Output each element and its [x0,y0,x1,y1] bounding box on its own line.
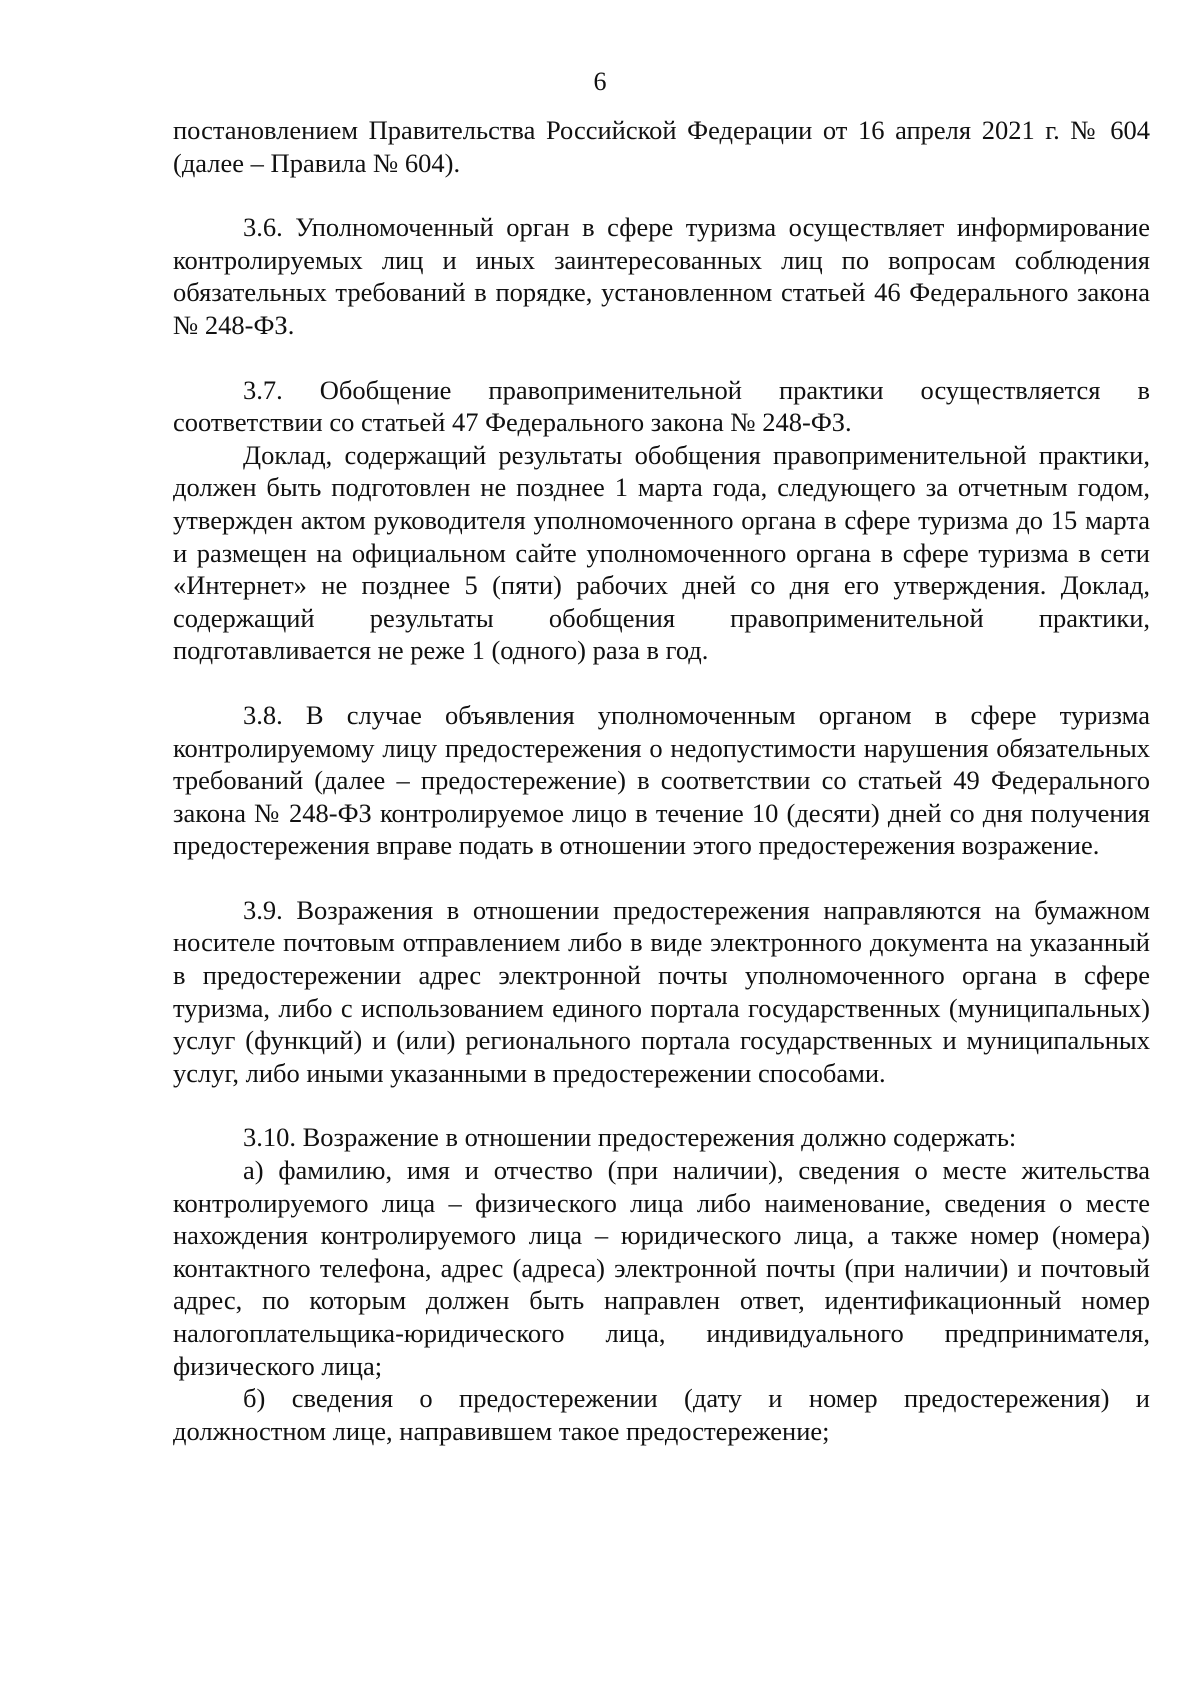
paragraph-3-8: 3.8. В случае объявления уполномоченным органом в сфере туризма контролируемому лицу предостережения о недопустимости нарушения обязательных требований (далее – предостережение) в соответствии со статьей 49 Федерального закона № 248-ФЗ контролируемое лицо в течение 10 (десяти) дней со дня получения предостережения вправе подать в отношении этого предостережения возражение. [173,699,1150,861]
paragraph-3-10-b: б) сведения о предостережении (дату и номер предостережения) и должностном лице, направившем такое предостережение; [173,1383,1150,1446]
paragraph-3-7: 3.7. Обобщение правоприменительной практики осуществляется в соответствии со статьей 47 Федерального закона № 248-ФЗ. [173,374,1150,438]
paragraph-3-10: 3.10. Возражение в отношении предостережения должно содержать: [243,1122,1017,1153]
paragraph-continuation: постановлением Правительства Российской Федерации от 16 апреля 2021 г. № 604 (далее – Правила № 604). [173,115,1150,178]
paragraph-3-6: 3.6. Уполномоченный орган в сфере туризма осуществляет информирование контролируемых лиц и иных заинтересованных лиц по вопросам соблюдения обязательных требований в порядке, установленном статьей 46 Федерального закона № 248-ФЗ. [173,212,1150,340]
paragraph-3-9: 3.9. Возражения в отношении предостережения направляются на бумажном носителе почтовым отправлением либо в виде электронного документа на указанный в предостережении адрес электронной почты уполномоченного органа в сфере туризма, либо с использованием единого портала государственных (муниципальных) услуг (функций) и (или) регионального портала государственных и муниципальных услуг, либо иными указанными в предостережении способами. [173,894,1150,1088]
paragraph-3-10-a: а) фамилию, имя и отчество (при наличии), сведения о месте жительства контролируемого лица – физического лица либо наименование, сведения о месте нахождения контролируемого лица – юридического лица, а также номер (номера) контактного телефона, адрес (адреса) электронной почты (при наличии) и почтовый адрес, по которым должен быть направлен ответ, идентификационный номер налогоплательщика-юридического лица, индивидуального предпринимателя, физического лица; [173,1155,1150,1381]
paragraph-3-7-report: Доклад, содержащий результаты обобщения правоприменительной практики, должен быть подготовлен не позднее 1 марта года, следующего за отчетным годом, утвержден актом руководителя уполномоченного органа в сфере туризма до 15 марта и размещен на официальном сайте уполномоченного органа в сфере туризма в сети «Интернет» не позднее 5 (пяти) рабочих дней со дня его утверждения. Доклад, содержащий результаты обобщения правоприменительной практики, подготавливается не реже 1 (одного) раза в год. [173,439,1150,666]
document-body [173,114,1150,1447]
page-number: 6 [593,67,607,96]
